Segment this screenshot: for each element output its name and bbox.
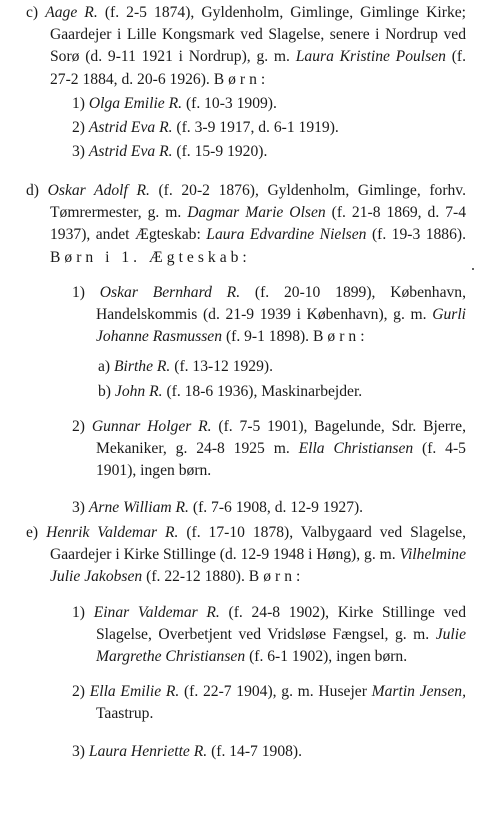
child-number: 3) [72,499,85,517]
child-spouse-name: Julie Margrethe Christiansen [96,625,466,666]
child-name: Arne William R. [88,499,189,517]
child-details: (f. 22-7 1904), g. m. Husejer [183,683,367,701]
family-entry-e [26,522,466,763]
child-number: 1) [72,283,85,301]
spouse-name: Laura Kristine Poulsen [295,48,446,66]
person-name: Henrik Valdemar R. [46,524,179,541]
entry-d-paragraph [26,180,466,269]
grandchildren-label: Børn: [313,328,369,346]
child-item [72,681,466,725]
grandchild-details: (f. 13-12 1929). [174,358,273,376]
spouse-name: Dagmar Marie Olsen [187,204,326,222]
child-name: Laura Henriette R. [88,742,208,760]
child-spouse-name: Martin Jensen, [371,683,466,701]
child-name: Gunnar Holger R. [91,417,212,435]
grandchild-item [98,356,466,378]
child-name: Oskar Bernhard R. [99,283,241,301]
child-number: 3) [72,742,85,760]
entry-letter: e) [26,524,39,541]
spouse-details: (f. 27-2 1884, d. 20-6 1926). [50,48,467,88]
family-entry-c [26,2,466,163]
child-number: 1) [72,603,85,621]
child-item [72,497,466,519]
person-name: Oskar Adolf R. [47,182,150,199]
child-spouse-details: (f. 9-1 1898). [225,328,310,346]
child-number: 1) [72,94,85,112]
child-details: (f. 3-9 1917, d. 6-1 1919). [176,119,339,137]
child-spouse-name: Gurli Johanne Rasmussen [96,306,466,346]
child-name: Ella Emilie R. [89,683,180,701]
spouse-name: Vilhelmine Julie Jakobsen [50,546,467,586]
spouse-details: (f. 22-12 1880). [146,568,245,586]
family-entry-d [26,180,466,520]
child-details: (f. 7-6 1908, d. 12-9 1927). [192,499,364,517]
child-details: (f. 15-9 1920). [176,143,268,161]
entry-letter: d) [26,182,39,199]
child-spouse-name: Ella Christiansen [298,440,414,458]
child-details: (f. 10-3 1909). [185,94,277,112]
child-item [72,282,466,349]
person-details: (f. 17-10 1878), Valbygaard ved Slagelse, Gaardejer i Kirke Stillinge (d. 12-9 1948 i Høng), g. m. [50,524,467,564]
print-speck [472,268,474,270]
grandchild-name: Birthe R. [114,358,171,376]
child-item [72,141,466,163]
grandchild-letter: b) [98,382,111,400]
grandchild-letter: a) [98,358,111,376]
spouse-details: (f. 21-8 1869, d. 7-4 1937), andet Ægteskab: [50,204,467,244]
child-item [72,741,466,763]
child-number: 2) [72,119,85,137]
person-details: (f. 2-5 1874), Gyldenholm, Gimlinge, Gimlinge Kirke; Gaardejer i Lille Kongsmark ved Slagelse, senere i Nordrup ved Sorø (d. 9-11 1921 i Nordrup), g. m. [50,4,466,66]
children-label: Børn: [213,70,270,88]
second-spouse-details: (f. 19-3 1886). [371,226,466,244]
person-details: (f. 20-2 1876), Gyldenholm, Gimlinge, forhv. Tømrermester, g. m. [50,182,466,222]
child-number: 2) [72,417,85,435]
child-details: (f. 24-8 1902), Kirke Stillinge ved Slagelse, Overbetjent ved Vridsløse Fængsel, g. m. [96,603,466,643]
child-item [72,416,466,483]
children-label: Børn: [248,568,305,586]
child-spouse-details: Taastrup. [96,705,154,723]
children-label: Børn i 1. Ægteskab: [50,248,251,266]
entry-e-paragraph [26,522,466,589]
grandchild-item [98,381,466,403]
child-spouse-details: (f. 4-5 1901), ingen børn. [96,440,466,480]
child-item [72,602,466,669]
child-details: (f. 14-7 1908). [211,742,303,760]
child-details: (f. 7-5 1901), Bagelunde, Sdr. Bjerre, Mekaniker, g. 24-8 1925 m. [96,417,466,458]
child-item [72,117,466,139]
grandchild-details: (f. 18-6 1936), Maskinarbejder. [166,382,363,400]
grandchild-name: John R. [114,382,163,400]
child-name: Astrid Eva R. [88,119,173,137]
person-name: Aage R. [45,4,98,21]
child-name: Astrid Eva R. [88,143,173,161]
entry-c-paragraph [26,2,466,91]
child-item [72,93,466,115]
child-number: 2) [72,683,85,701]
entry-letter: c) [26,4,39,21]
child-number: 3) [72,143,85,161]
child-details: (f. 20-10 1899), København, Handelskommis (d. 21-9 1939 i København), g. m. [96,283,466,324]
second-spouse-name: Laura Edvardine Nielsen [206,226,367,244]
child-spouse-details: (f. 6-1 1902), ingen børn. [249,648,408,666]
child-name: Olga Emilie R. [88,94,183,112]
child-name: Einar Valdemar R. [93,603,220,621]
